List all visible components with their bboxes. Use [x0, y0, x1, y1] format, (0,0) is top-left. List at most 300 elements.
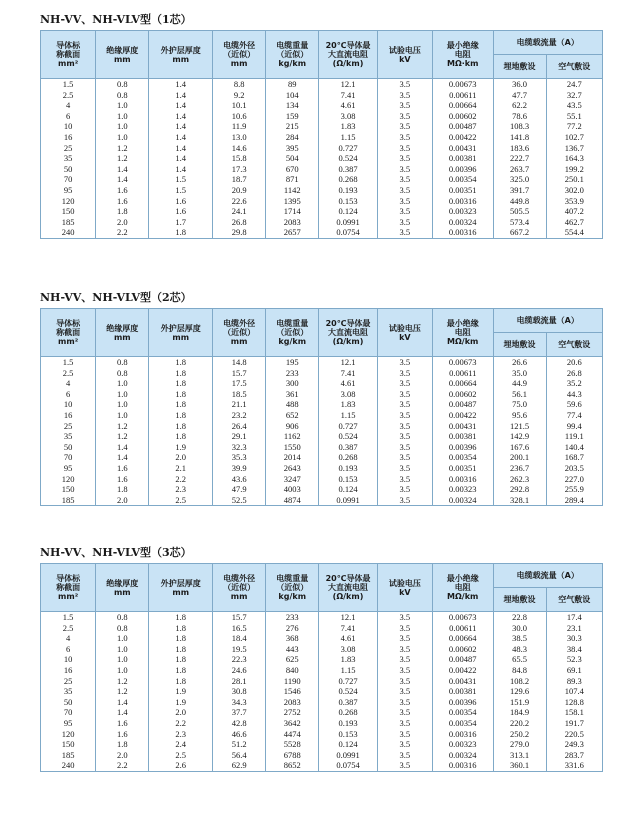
- insulation-resistance-cell: 0.00487: [432, 399, 493, 410]
- ground-ampacity-cell: 250.2: [493, 729, 546, 740]
- header-conductor-size: [41, 309, 96, 357]
- ground-ampacity-cell: 95.6: [493, 410, 546, 421]
- insulation-thickness-cell: 1.8: [96, 484, 149, 495]
- cable-weight-cell: 104: [266, 90, 319, 101]
- cable-od-cell: 34.3: [213, 697, 266, 708]
- ground-ampacity-cell: 313.1: [493, 750, 546, 761]
- cable-weight-cell: 840: [266, 665, 319, 676]
- header-dc-resistance-line: (Ω/km): [332, 592, 364, 601]
- cable-od-cell: 35.3: [213, 452, 266, 463]
- header-ground-laying: [493, 333, 546, 357]
- header-test-voltage-line: 试验电压: [388, 45, 421, 55]
- cable-od-cell: 29.8: [213, 227, 266, 238]
- cable-weight-cell: 2643: [266, 463, 319, 474]
- insulation-resistance-cell: 0.00316: [432, 227, 493, 238]
- conductor-size-cell: 95: [41, 463, 96, 474]
- test-voltage-cell: 3.5: [377, 452, 432, 463]
- cable-weight-cell: 2657: [266, 227, 319, 238]
- cable-weight-cell: 6788: [266, 750, 319, 761]
- table-row: [41, 665, 603, 676]
- ground-ampacity-cell: 262.3: [493, 474, 546, 485]
- header-ampacity: [493, 564, 603, 588]
- cable-weight-cell: 8652: [266, 760, 319, 771]
- test-voltage-cell: 3.5: [377, 153, 432, 164]
- insulation-thickness-cell: 1.4: [96, 452, 149, 463]
- ground-ampacity-cell: 65.5: [493, 654, 546, 665]
- header-ground-laying: [493, 588, 546, 612]
- conductor-size-cell: 6: [41, 111, 96, 122]
- insulation-thickness-cell: 0.8: [96, 612, 149, 623]
- air-ampacity-cell: 30.3: [546, 633, 602, 644]
- header-cable-weight: [266, 309, 319, 357]
- header-cable-weight-line: kg/km: [278, 592, 307, 601]
- test-voltage-cell: 3.5: [377, 196, 432, 207]
- header-dc-resistance: [319, 31, 377, 79]
- conductor-size-cell: 1.5: [41, 357, 96, 368]
- cable-od-cell: 15.8: [213, 153, 266, 164]
- air-ampacity-cell: 158.1: [546, 707, 602, 718]
- header-dc-resistance-line: (Ω/km): [332, 337, 364, 346]
- header-insulation-thickness: [96, 309, 149, 357]
- spec-table: [40, 563, 603, 772]
- dc-resistance-cell: 0.193: [319, 718, 377, 729]
- dc-resistance-cell: 12.1: [319, 357, 377, 368]
- sheath-thickness-cell: 1.8: [149, 644, 213, 655]
- header-insulation-resistance-line: 电阻: [454, 50, 471, 59]
- insulation-thickness-cell: 1.0: [96, 378, 149, 389]
- insulation-resistance-cell: 0.00422: [432, 132, 493, 143]
- ground-ampacity-cell: 44.9: [493, 378, 546, 389]
- conductor-size-cell: 1.5: [41, 612, 96, 623]
- ground-ampacity-cell: 279.0: [493, 739, 546, 750]
- header-conductor-size-line: 导体标: [56, 574, 81, 583]
- ground-ampacity-cell: 263.7: [493, 164, 546, 175]
- dc-resistance-cell: 0.727: [319, 143, 377, 154]
- insulation-thickness-cell: 2.0: [96, 750, 149, 761]
- conductor-size-cell: 240: [41, 760, 96, 771]
- header-air-laying-line: 空气敷设: [558, 595, 591, 604]
- conductor-size-cell: 70: [41, 174, 96, 185]
- test-voltage-cell: 3.5: [377, 654, 432, 665]
- sheath-thickness-cell: 1.8: [149, 676, 213, 687]
- section-title: NH-VV、NH-VLV型（2芯）: [40, 291, 192, 304]
- air-ampacity-cell: 462.7: [546, 217, 602, 228]
- header-dc-resistance-line: 大直流电阻: [328, 328, 368, 337]
- table-row: [41, 442, 603, 453]
- header-cable-weight-line: kg/km: [278, 59, 307, 68]
- table-row: [41, 389, 603, 400]
- spec-table: [40, 30, 603, 239]
- table-row: [41, 100, 603, 111]
- spec-section-3: [40, 545, 603, 772]
- header-conductor-size-line: 导体标: [56, 319, 81, 328]
- dc-resistance-cell: 0.0754: [319, 227, 377, 238]
- ground-ampacity-cell: 505.5: [493, 206, 546, 217]
- sheath-thickness-cell: 1.8: [149, 357, 213, 368]
- cable-weight-cell: 1142: [266, 185, 319, 196]
- table-row: [41, 431, 603, 442]
- insulation-resistance-cell: 0.00316: [432, 196, 493, 207]
- dc-resistance-cell: 0.268: [319, 707, 377, 718]
- cable-od-cell: 17.5: [213, 378, 266, 389]
- header-dc-resistance-line: 20℃导体最: [325, 319, 371, 328]
- cable-od-cell: 21.1: [213, 399, 266, 410]
- air-ampacity-cell: 23.1: [546, 623, 602, 634]
- cable-od-cell: 15.7: [213, 368, 266, 379]
- table-row: [41, 132, 603, 143]
- header-test-voltage-line: kV: [399, 54, 411, 64]
- cable-weight-cell: 215: [266, 121, 319, 132]
- air-ampacity-cell: 59.6: [546, 399, 602, 410]
- insulation-thickness-cell: 1.0: [96, 111, 149, 122]
- cable-weight-cell: 89: [266, 79, 319, 90]
- sheath-thickness-cell: 1.8: [149, 389, 213, 400]
- table-row: [41, 452, 603, 463]
- air-ampacity-cell: 140.4: [546, 442, 602, 453]
- cable-weight-cell: 361: [266, 389, 319, 400]
- section-title: NH-VV、NH-VLV型（3芯）: [40, 546, 192, 559]
- conductor-size-cell: 185: [41, 495, 96, 506]
- conductor-size-cell: 4: [41, 100, 96, 111]
- ground-ampacity-cell: 183.6: [493, 143, 546, 154]
- table-row: [41, 633, 603, 644]
- header-dc-resistance: [319, 309, 377, 357]
- ground-ampacity-cell: 47.7: [493, 90, 546, 101]
- air-ampacity-cell: 331.6: [546, 760, 602, 771]
- spec-section-2: [40, 290, 603, 506]
- header-air-laying: [546, 55, 602, 79]
- insulation-thickness-cell: 1.0: [96, 633, 149, 644]
- table-row: [41, 750, 603, 761]
- sheath-thickness-cell: 2.0: [149, 707, 213, 718]
- header-ampacity: [493, 31, 603, 55]
- table-row: [41, 79, 603, 90]
- conductor-size-cell: 25: [41, 421, 96, 432]
- header-row: [41, 309, 603, 333]
- insulation-resistance-cell: 0.00487: [432, 654, 493, 665]
- conductor-size-cell: 185: [41, 217, 96, 228]
- sheath-thickness-cell: 2.4: [149, 739, 213, 750]
- cable-od-cell: 18.7: [213, 174, 266, 185]
- cable-weight-cell: 3642: [266, 718, 319, 729]
- table-row: [41, 623, 603, 634]
- ground-ampacity-cell: 667.2: [493, 227, 546, 238]
- header-cable-od-line: 电缆外径: [223, 319, 256, 328]
- cable-weight-cell: 906: [266, 421, 319, 432]
- cable-od-cell: 26.4: [213, 421, 266, 432]
- cable-weight-cell: 871: [266, 174, 319, 185]
- header-cable-od: [213, 309, 266, 357]
- sheath-thickness-cell: 2.2: [149, 718, 213, 729]
- header-conductor-size: [41, 31, 96, 79]
- air-ampacity-cell: 289.4: [546, 495, 602, 506]
- conductor-size-cell: 95: [41, 185, 96, 196]
- conductor-size-cell: 2.5: [41, 623, 96, 634]
- test-voltage-cell: 3.5: [377, 79, 432, 90]
- cable-od-cell: 22.6: [213, 196, 266, 207]
- header-cable-weight: [266, 564, 319, 612]
- ground-ampacity-cell: 222.7: [493, 153, 546, 164]
- air-ampacity-cell: 191.7: [546, 718, 602, 729]
- conductor-size-cell: 10: [41, 399, 96, 410]
- air-ampacity-cell: 38.4: [546, 644, 602, 655]
- insulation-thickness-cell: 1.2: [96, 676, 149, 687]
- test-voltage-cell: 3.5: [377, 227, 432, 238]
- insulation-thickness-cell: 1.6: [96, 463, 149, 474]
- conductor-size-cell: 4: [41, 633, 96, 644]
- conductor-size-cell: 10: [41, 654, 96, 665]
- air-ampacity-cell: 283.7: [546, 750, 602, 761]
- ground-ampacity-cell: 22.8: [493, 612, 546, 623]
- sheath-thickness-cell: 1.9: [149, 442, 213, 453]
- cable-od-cell: 29.1: [213, 431, 266, 442]
- cable-od-cell: 47.9: [213, 484, 266, 495]
- insulation-thickness-cell: 1.6: [96, 474, 149, 485]
- header-sheath-thickness: [149, 309, 213, 357]
- cable-weight-cell: 2014: [266, 452, 319, 463]
- insulation-thickness-cell: 1.2: [96, 153, 149, 164]
- test-voltage-cell: 3.5: [377, 410, 432, 421]
- cable-weight-cell: 1550: [266, 442, 319, 453]
- header-ampacity: [493, 309, 603, 333]
- insulation-thickness-cell: 1.0: [96, 121, 149, 132]
- dc-resistance-cell: 0.193: [319, 463, 377, 474]
- conductor-size-cell: 1.5: [41, 79, 96, 90]
- air-ampacity-cell: 99.4: [546, 421, 602, 432]
- header-ampacity-line: 电缆载流量（A）: [516, 316, 579, 325]
- table-row: [41, 399, 603, 410]
- sheath-thickness-cell: 2.1: [149, 463, 213, 474]
- dc-resistance-cell: 0.727: [319, 676, 377, 687]
- header-insulation-resistance-line: MΩ/km: [447, 337, 479, 346]
- insulation-resistance-cell: 0.00396: [432, 442, 493, 453]
- section-title: NH-VV、NH-VLV型（1芯）: [40, 13, 192, 26]
- cable-od-cell: 37.7: [213, 707, 266, 718]
- header-test-voltage-line: kV: [399, 332, 411, 342]
- test-voltage-cell: 3.5: [377, 174, 432, 185]
- table-row: [41, 143, 603, 154]
- header-dc-resistance-line: 20℃导体最: [325, 574, 371, 583]
- header-dc-resistance-line: 大直流电阻: [328, 583, 368, 592]
- dc-resistance-cell: 4.61: [319, 378, 377, 389]
- dc-resistance-cell: 0.524: [319, 431, 377, 442]
- table-row: [41, 676, 603, 687]
- table-row: [41, 474, 603, 485]
- ground-ampacity-cell: 328.1: [493, 495, 546, 506]
- conductor-size-cell: 16: [41, 410, 96, 421]
- cable-od-cell: 15.7: [213, 612, 266, 623]
- cable-weight-cell: 488: [266, 399, 319, 410]
- insulation-resistance-cell: 0.00354: [432, 718, 493, 729]
- dc-resistance-cell: 0.124: [319, 484, 377, 495]
- air-ampacity-cell: 249.3: [546, 739, 602, 750]
- table-row: [41, 760, 603, 771]
- air-ampacity-cell: 136.7: [546, 143, 602, 154]
- table-row: [41, 484, 603, 495]
- sheath-thickness-cell: 1.5: [149, 185, 213, 196]
- header-conductor-size-line: mm²: [58, 337, 79, 346]
- sheath-thickness-cell: 1.4: [149, 111, 213, 122]
- conductor-size-cell: 4: [41, 378, 96, 389]
- cable-od-cell: 13.0: [213, 132, 266, 143]
- conductor-size-cell: 50: [41, 697, 96, 708]
- header-sheath-thickness: [149, 31, 213, 79]
- test-voltage-cell: 3.5: [377, 484, 432, 495]
- conductor-size-cell: 6: [41, 389, 96, 400]
- table-row: [41, 368, 603, 379]
- dc-resistance-cell: 3.08: [319, 644, 377, 655]
- dc-resistance-cell: 3.08: [319, 389, 377, 400]
- conductor-size-cell: 150: [41, 484, 96, 495]
- header-test-voltage: [377, 564, 432, 612]
- header-insulation-resistance: [432, 309, 493, 357]
- test-voltage-cell: 3.5: [377, 111, 432, 122]
- air-ampacity-cell: 20.6: [546, 357, 602, 368]
- conductor-size-cell: 70: [41, 452, 96, 463]
- ground-ampacity-cell: 38.5: [493, 633, 546, 644]
- header-conductor-size: [41, 564, 96, 612]
- conductor-size-cell: 16: [41, 132, 96, 143]
- cable-weight-cell: 159: [266, 111, 319, 122]
- header-insulation-resistance-line: MΩ/km: [447, 592, 479, 601]
- header-insulation-thickness-line: 绝缘厚度: [106, 578, 139, 588]
- cable-weight-cell: 1714: [266, 206, 319, 217]
- cable-od-cell: 23.2: [213, 410, 266, 421]
- air-ampacity-cell: 353.9: [546, 196, 602, 207]
- insulation-resistance-cell: 0.00611: [432, 90, 493, 101]
- header-insulation-resistance-line: 电阻: [454, 328, 471, 337]
- sheath-thickness-cell: 1.5: [149, 174, 213, 185]
- cable-od-cell: 14.8: [213, 357, 266, 368]
- ground-ampacity-cell: 62.2: [493, 100, 546, 111]
- table-row: [41, 111, 603, 122]
- insulation-resistance-cell: 0.00673: [432, 79, 493, 90]
- cable-weight-cell: 395: [266, 143, 319, 154]
- header-insulation-resistance-line: 电阻: [454, 583, 471, 592]
- test-voltage-cell: 3.5: [377, 421, 432, 432]
- test-voltage-cell: 3.5: [377, 697, 432, 708]
- header-ground-laying-line: 埋地敷设: [503, 62, 536, 71]
- header-conductor-size-line: 称截面: [56, 328, 81, 337]
- cable-weight-cell: 504: [266, 153, 319, 164]
- dc-resistance-cell: 0.193: [319, 185, 377, 196]
- insulation-resistance-cell: 0.00381: [432, 153, 493, 164]
- air-ampacity-cell: 128.8: [546, 697, 602, 708]
- cable-weight-cell: 4874: [266, 495, 319, 506]
- insulation-resistance-cell: 0.00487: [432, 121, 493, 132]
- test-voltage-cell: 3.5: [377, 389, 432, 400]
- insulation-resistance-cell: 0.00351: [432, 463, 493, 474]
- header-cable-weight: [266, 31, 319, 79]
- cable-weight-cell: 3247: [266, 474, 319, 485]
- header-ampacity-line: 电缆载流量（A）: [516, 38, 579, 47]
- test-voltage-cell: 3.5: [377, 750, 432, 761]
- cable-weight-cell: 443: [266, 644, 319, 655]
- test-voltage-cell: 3.5: [377, 463, 432, 474]
- air-ampacity-cell: 52.3: [546, 654, 602, 665]
- test-voltage-cell: 3.5: [377, 185, 432, 196]
- cable-od-cell: 24.6: [213, 665, 266, 676]
- insulation-thickness-cell: 1.4: [96, 697, 149, 708]
- conductor-size-cell: 35: [41, 431, 96, 442]
- insulation-resistance-cell: 0.00351: [432, 185, 493, 196]
- cable-weight-cell: 284: [266, 132, 319, 143]
- insulation-thickness-cell: 1.0: [96, 654, 149, 665]
- ground-ampacity-cell: 141.8: [493, 132, 546, 143]
- test-voltage-cell: 3.5: [377, 633, 432, 644]
- table-row: [41, 654, 603, 665]
- dc-resistance-cell: 1.15: [319, 665, 377, 676]
- insulation-resistance-cell: 0.00602: [432, 644, 493, 655]
- header-conductor-size-line: 称截面: [56, 583, 81, 592]
- header-cable-od-line: 电缆外径: [223, 41, 256, 50]
- dc-resistance-cell: 0.124: [319, 206, 377, 217]
- sheath-thickness-cell: 1.8: [149, 633, 213, 644]
- header-sheath-thickness-line: mm: [172, 587, 190, 597]
- ground-ampacity-cell: 84.8: [493, 665, 546, 676]
- cable-od-cell: 56.4: [213, 750, 266, 761]
- dc-resistance-cell: 7.41: [319, 623, 377, 634]
- insulation-resistance-cell: 0.00422: [432, 410, 493, 421]
- ground-ampacity-cell: 26.6: [493, 357, 546, 368]
- header-cable-od-line: 电缆外径: [223, 574, 256, 583]
- air-ampacity-cell: 107.4: [546, 686, 602, 697]
- table-row: [41, 410, 603, 421]
- test-voltage-cell: 3.5: [377, 686, 432, 697]
- header-ground-laying-line: 埋地敷设: [503, 340, 536, 349]
- table-row: [41, 164, 603, 175]
- ground-ampacity-cell: 573.4: [493, 217, 546, 228]
- air-ampacity-cell: 407.2: [546, 206, 602, 217]
- insulation-thickness-cell: 0.8: [96, 90, 149, 101]
- dc-resistance-cell: 4.61: [319, 100, 377, 111]
- sheath-thickness-cell: 1.9: [149, 686, 213, 697]
- cable-weight-cell: 368: [266, 633, 319, 644]
- insulation-resistance-cell: 0.00354: [432, 707, 493, 718]
- table-row: [41, 739, 603, 750]
- test-voltage-cell: 3.5: [377, 442, 432, 453]
- air-ampacity-cell: 203.5: [546, 463, 602, 474]
- air-ampacity-cell: 32.7: [546, 90, 602, 101]
- dc-resistance-cell: 4.61: [319, 633, 377, 644]
- header-insulation-resistance-line: MΩ·km: [446, 59, 479, 68]
- cable-weight-cell: 652: [266, 410, 319, 421]
- air-ampacity-cell: 255.9: [546, 484, 602, 495]
- table-row: [41, 718, 603, 729]
- insulation-thickness-cell: 1.6: [96, 729, 149, 740]
- conductor-size-cell: 240: [41, 227, 96, 238]
- header-ampacity-line: 电缆载流量（A）: [516, 571, 579, 580]
- test-voltage-cell: 3.5: [377, 164, 432, 175]
- ground-ampacity-cell: 151.9: [493, 697, 546, 708]
- insulation-thickness-cell: 0.8: [96, 623, 149, 634]
- table-row: [41, 378, 603, 389]
- conductor-size-cell: 50: [41, 442, 96, 453]
- sheath-thickness-cell: 1.4: [149, 164, 213, 175]
- insulation-resistance-cell: 0.00323: [432, 206, 493, 217]
- cable-weight-cell: 2752: [266, 707, 319, 718]
- conductor-size-cell: 16: [41, 665, 96, 676]
- sheath-thickness-cell: 1.8: [149, 421, 213, 432]
- sheath-thickness-cell: 1.8: [149, 654, 213, 665]
- cable-od-cell: 52.5: [213, 495, 266, 506]
- insulation-thickness-cell: 1.8: [96, 739, 149, 750]
- header-cable-od-line: mm: [230, 59, 248, 68]
- cable-od-cell: 28.1: [213, 676, 266, 687]
- conductor-size-cell: 95: [41, 718, 96, 729]
- dc-resistance-cell: 0.387: [319, 164, 377, 175]
- test-voltage-cell: 3.5: [377, 474, 432, 485]
